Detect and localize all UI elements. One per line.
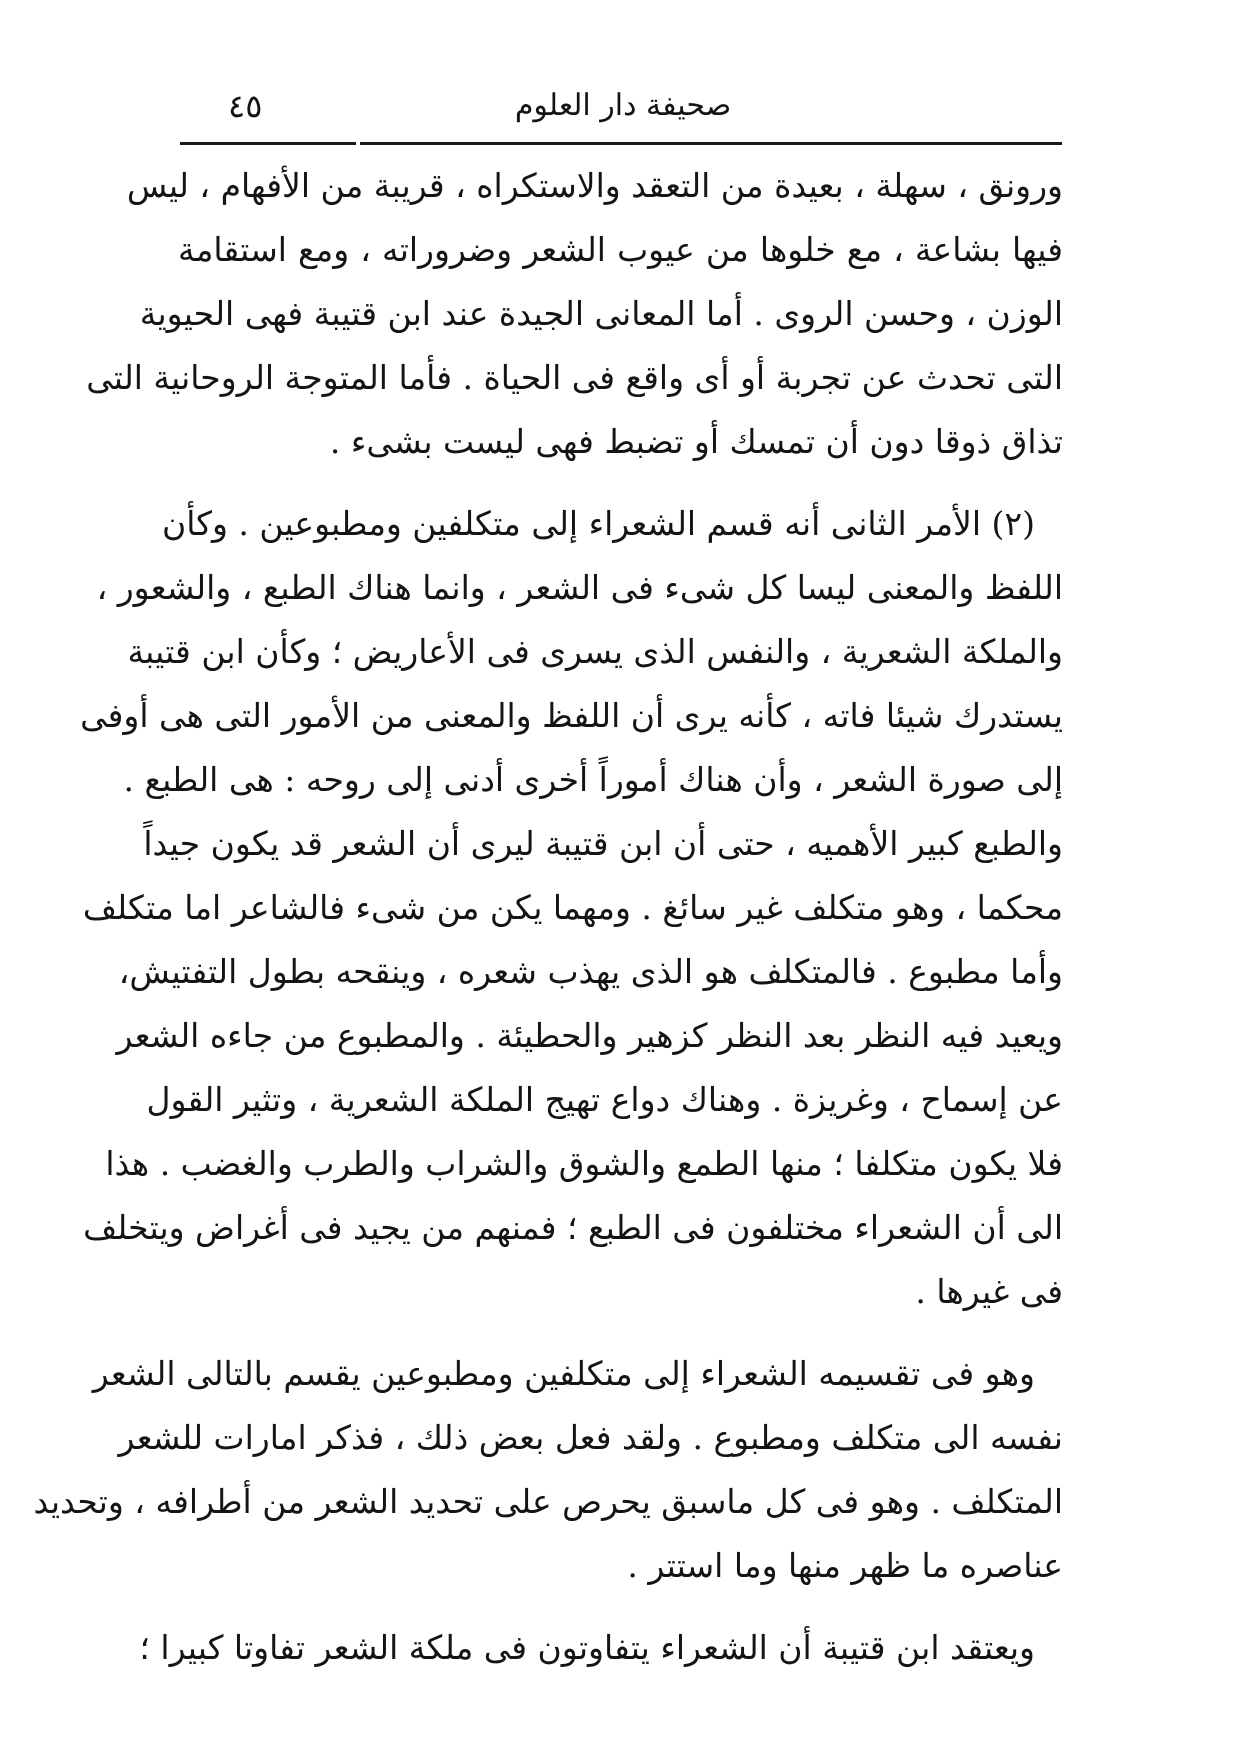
text-line: ورونق ، سهلة ، بعيدة من التعقد والاستكراه ، قريبة من الأفهام ، ليس [126, 166, 1063, 205]
text-line: الى أن الشعراء مختلفون فى الطبع ؛ فمنهم من يجيد فى أغراض ويتخلف [83, 1208, 1063, 1247]
text-line: فيها بشاعة ، مع خلوها من عيوب الشعر وضروراته ، ومع استقامة [178, 230, 1063, 269]
text-line: وأما مطبوع . فالمتكلف هو الذى يهذب شعره ، وينقحه بطول التفتيش، [118, 952, 1063, 991]
text-line: عناصره ما ظهر منها وما استتر . [627, 1546, 1063, 1585]
header-rule-left [180, 142, 356, 145]
text-line: المتكلف . وهو فى كل ماسبق يحرص على تحديد الشعر من أطرافه ، وتحديد [33, 1482, 1063, 1521]
text-line: الوزن ، وحسن الروى . أما المعانى الجيدة عند ابن قتيبة فهى الحيوية [139, 294, 1063, 333]
paragraph-gap [178, 1324, 1063, 1342]
page-number: ٤٥ [228, 87, 263, 125]
text-line: والملكة الشعرية ، والنفس الذى يسرى فى الأعاريض ؛ وكأن ابن قتيبة [127, 632, 1063, 671]
paragraph [86, 154, 1063, 474]
text-line: (٢) الأمر الثانى أنه قسم الشعراء إلى متكلفين ومطبوعين . وكأن [161, 504, 1035, 543]
text-line: تذاق ذوقا دون أن تمسك أو تضبط فهى ليست بشىء . [329, 422, 1063, 461]
body-text [33, 154, 1063, 1680]
text-line: وهو فى تقسيمه الشعراء إلى متكلفين ومطبوعين يقسم بالتالى الشعر [92, 1354, 1035, 1393]
header-rule-right [360, 142, 1062, 145]
paragraph [33, 1342, 1063, 1598]
text-line: يستدرك شيئا فاته ، كأنه يرى أن اللفظ والمعنى من الأمور التى هى أوفى [80, 696, 1063, 735]
text-line: عن إسماح ، وغريزة . وهناك دواع تهيج الملكة الشعرية ، وتثير القول [146, 1080, 1063, 1119]
text-line: اللفظ والمعنى ليسا كل شىء فى الشعر ، وانما هناك الطبع ، والشعور ، [96, 568, 1063, 607]
text-line: فى غيرها . [915, 1272, 1063, 1311]
text-line: والطبع كبير الأهميه ، حتى أن ابن قتيبة ليرى أن الشعر قد يكون جيداً [143, 824, 1063, 863]
text-line: فلا يكون متكلفا ؛ منها الطمع والشوق والشراب والطرب والغضب . هذا [105, 1144, 1063, 1183]
text-line: نفسه الى متكلف ومطبوع . ولقد فعل بعض ذلك ، فذكر امارات للشعر [118, 1418, 1063, 1457]
journal-title: صحيفة دار العلوم [514, 88, 732, 123]
text-line: ويعتقد ابن قتيبة أن الشعراء يتفاوتون فى ملكة الشعر تفاوتا كبيرا ؛ [139, 1628, 1035, 1667]
paragraph [80, 492, 1063, 1324]
paragraph-gap [178, 474, 1063, 492]
text-line: محكما ، وهو متكلف غير سائغ . ومهما يكن من شىء فالشاعر اما متكلف [82, 888, 1063, 927]
paragraph-gap [178, 1598, 1063, 1616]
paragraph [139, 1616, 1063, 1680]
text-line: ويعيد فيه النظر بعد النظر كزهير والحطيئة . والمطبوع من جاءه الشعر [116, 1016, 1063, 1055]
page-header [182, 82, 1064, 138]
text-line: التى تحدث عن تجربة أو أى واقع فى الحياة . فأما المتوجة الروحانية التى [86, 358, 1063, 397]
text-line: إلى صورة الشعر ، وأن هناك أموراً أخرى أدنى إلى روحه : هى الطبع . [123, 760, 1063, 799]
